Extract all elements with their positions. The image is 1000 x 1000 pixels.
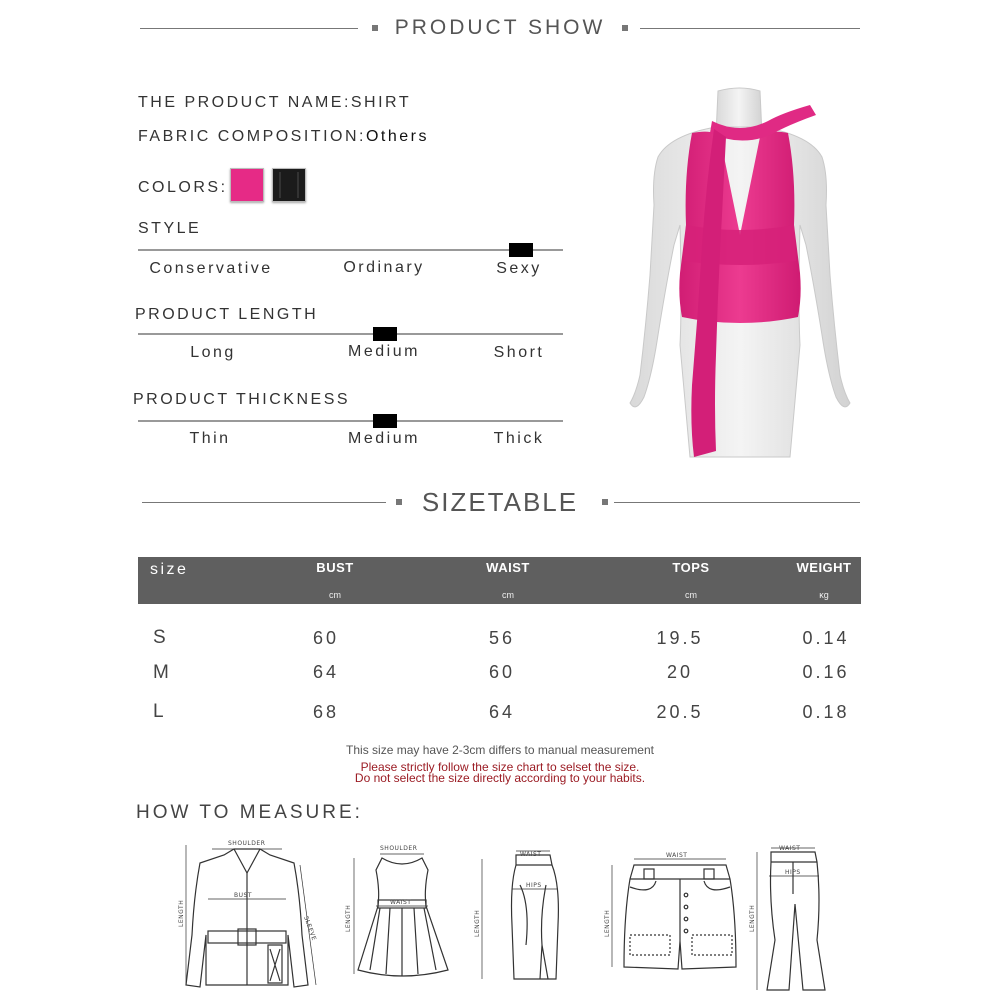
pants-waist-label: WAIST <box>779 845 801 852</box>
waist-cell-s: 56 <box>488 628 516 648</box>
size-column-header: size <box>150 561 189 578</box>
color-swatch-pink[interactable] <box>230 168 264 202</box>
sizetable-header <box>140 482 860 522</box>
waist-cell-m: 60 <box>488 662 516 682</box>
bust-cell-l: 68 <box>312 702 340 722</box>
thickness-label-thin: Thin <box>189 430 231 447</box>
length-label-long: Long <box>190 344 236 361</box>
weight-column-header: WEIGHT <box>796 560 852 575</box>
sizetable-dot-right <box>602 499 608 505</box>
waist-unit: cm <box>502 590 514 600</box>
length-track <box>138 333 563 335</box>
shorts-waist-label: WAIST <box>666 852 688 859</box>
sizetable-title: SIZETABLE <box>421 487 579 517</box>
waist-column-header: WAIST <box>486 560 530 575</box>
tops-cell-m: 20 <box>666 662 694 682</box>
pants-hips-label: HIPS <box>785 869 801 876</box>
product-show-title: PRODUCT SHOW <box>394 16 606 39</box>
jacket-measure-diagram <box>172 835 322 995</box>
size-chart-warning: Please strictly follow the size chart to selset the size. <box>360 760 640 774</box>
length-label-medium: Medium <box>348 343 420 360</box>
thickness-track <box>138 420 563 422</box>
jacket-shoulder-label: SHOULDER <box>228 840 266 847</box>
shorts-measure-diagram <box>600 845 740 975</box>
dress-length-label: LENGTH <box>345 904 352 932</box>
thickness-marker <box>373 414 397 428</box>
header-dot-right <box>622 25 628 31</box>
bust-unit: cm <box>329 590 341 600</box>
product-show-header <box>140 8 860 48</box>
measurement-note: This size may have 2-3cm differs to manual measurement <box>346 743 654 757</box>
sizetable-line-right <box>614 502 860 503</box>
skirt-length-label: LENGTH <box>474 909 481 937</box>
jacket-length-label: LENGTH <box>178 899 185 927</box>
tops-cell-l: 20.5 <box>656 702 704 722</box>
bust-column-header: BUST <box>316 560 354 575</box>
length-title: PRODUCT LENGTH <box>135 306 319 323</box>
size-table-header <box>138 557 861 604</box>
skirt-waist-label: WAIST <box>520 851 542 858</box>
dress-waist-label: WAIST <box>390 899 412 906</box>
jacket-sleeve-label: SLEEVE <box>302 915 318 942</box>
size-cell-m: M <box>153 662 169 683</box>
color-swatch-black[interactable] <box>272 168 306 202</box>
thickness-title: PRODUCT THICKNESS <box>133 391 351 408</box>
size-cell-l: L <box>153 701 164 722</box>
dress-measure-diagram <box>340 840 460 990</box>
how-to-measure-title: HOW TO MEASURE: <box>136 802 363 823</box>
skirt-hips-label: HIPS <box>526 882 542 889</box>
length-marker <box>373 327 397 341</box>
weight-cell-m: 0.16 <box>802 662 850 682</box>
tops-column-header: TOPS <box>672 560 710 575</box>
dress-shoulder-label: SHOULDER <box>380 845 418 852</box>
weight-cell-l: 0.18 <box>802 702 850 722</box>
bust-cell-s: 60 <box>312 628 340 648</box>
weight-unit: ĸg <box>819 590 829 600</box>
shorts-length-label: LENGTH <box>604 909 611 937</box>
style-label-conservative: Conservative <box>149 260 273 277</box>
skirt-measure-diagram <box>470 845 570 990</box>
waist-cell-l: 64 <box>488 702 516 722</box>
style-label-ordinary: Ordinary <box>343 259 425 276</box>
header-line-right <box>640 28 860 29</box>
tops-cell-s: 19.5 <box>656 628 704 648</box>
style-label-sexy: Sexy <box>496 260 542 277</box>
style-marker <box>509 243 533 257</box>
colors-label: COLORS: <box>138 179 228 196</box>
tops-unit: cm <box>685 590 697 600</box>
habit-warning: Do not select the size directly according to your habits. <box>354 771 646 785</box>
weight-cell-s: 0.14 <box>802 628 850 648</box>
length-label-short: Short <box>493 344 545 361</box>
pants-measure-diagram <box>745 840 845 995</box>
pants-length-label: LENGTH <box>749 904 756 932</box>
thickness-label-medium: Medium <box>348 430 420 447</box>
product-image <box>610 85 870 465</box>
fabric-composition <box>138 128 429 146</box>
thickness-label-thick: Thick <box>493 430 545 447</box>
product-name: THE PRODUCT NAME:SHIRT <box>138 94 412 111</box>
fabric-value: Others <box>365 128 429 145</box>
bust-cell-m: 64 <box>312 662 340 682</box>
size-cell-s: S <box>153 627 166 648</box>
fabric-label: FABRIC COMPOSITION: <box>138 128 366 145</box>
jacket-bust-label: BUST <box>234 892 252 899</box>
style-track <box>138 249 563 251</box>
style-title: STYLE <box>138 220 202 237</box>
